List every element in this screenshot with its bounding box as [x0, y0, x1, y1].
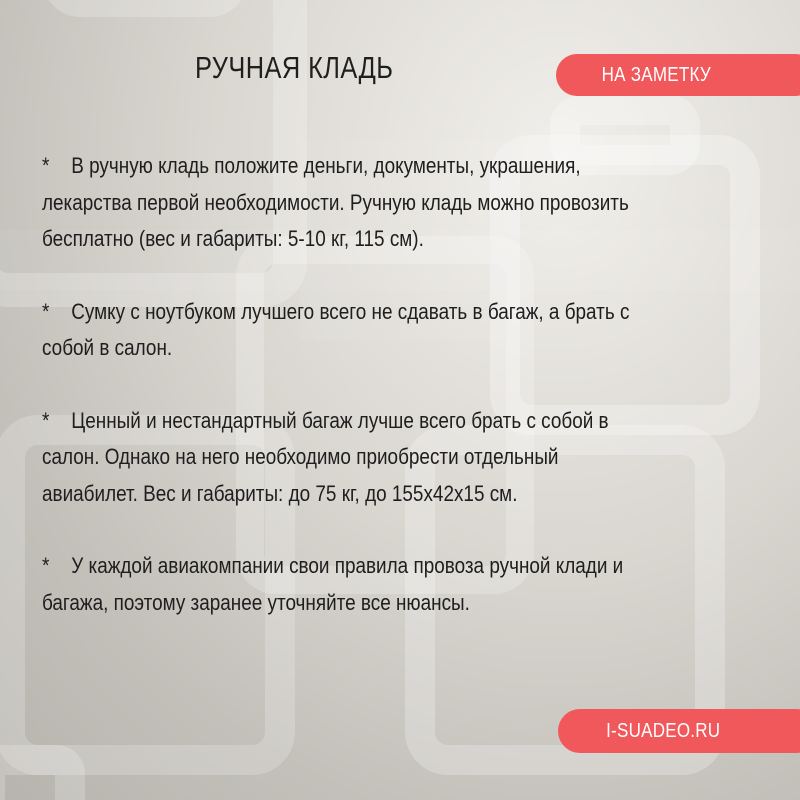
- note-badge-label: НА ЗАМЕТКУ: [601, 63, 711, 86]
- list-item-line: лекарства первой необходимости. Ручную кладь можно провозить: [42, 189, 629, 215]
- list-item: [42, 548, 730, 621]
- page-title: РУЧНАЯ КЛАДЬ: [195, 50, 394, 85]
- list-item: [42, 294, 730, 367]
- bullet-star: *: [42, 407, 50, 433]
- list-item-line: * В ручную кладь положите деньги, документы, украшения,: [42, 148, 730, 185]
- list-item-line: багажа, поэтому заранее уточняйте все нюансы.: [42, 589, 470, 615]
- list-item-line: * Ценный и нестандартный багаж лучше всего брать с собой в: [42, 403, 730, 440]
- list-item: [42, 148, 730, 258]
- site-link-badge[interactable]: [558, 709, 800, 753]
- list-item-line: * У каждой авиакомпании свои правила провоза ручной клади и: [42, 548, 730, 585]
- bullet-star: *: [42, 553, 50, 578]
- tips-list: [42, 148, 800, 657]
- list-item-line: бесплатно (вес и габариты: 5-10 кг, 115 см).: [42, 226, 424, 251]
- list-item-line: авиабилет. Вес и габариты: до 75 кг, до 155х42х15 см.: [42, 480, 518, 506]
- note-badge: [556, 54, 800, 96]
- list-item-line: собой в салон.: [42, 335, 173, 360]
- list-item: [42, 403, 730, 513]
- bullet-star: *: [42, 153, 50, 178]
- bullet-star: *: [42, 298, 50, 324]
- site-link-label[interactable]: I-SUADEO.RU: [605, 719, 721, 742]
- list-item-line: * Сумку с ноутбуком лучшего всего не сдавать в багаж, а брать с: [42, 294, 730, 331]
- list-item-line: салон. Однако на него необходимо приобрести отдельный: [42, 444, 559, 469]
